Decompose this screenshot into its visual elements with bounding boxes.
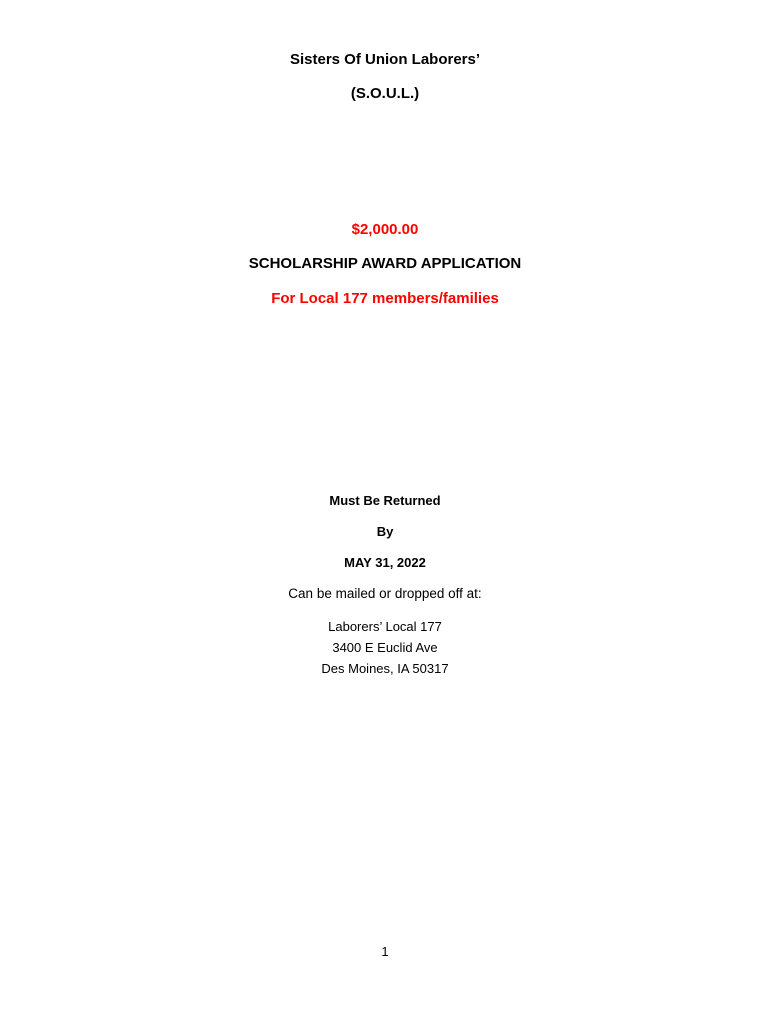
deadline-date: MAY 31, 2022 (344, 555, 426, 570)
award-amount: $2,000.00 (351, 221, 419, 238)
return-by-label: By (376, 524, 394, 539)
eligibility-note: For Local 177 members/families (271, 290, 499, 307)
address-line-organization: Laborers’ Local 177 (328, 619, 442, 634)
organization-abbreviation: (S.O.U.L.) (350, 85, 420, 102)
application-title: SCHOLARSHIP AWARD APPLICATION (248, 255, 522, 272)
address-line-city: Des Moines, IA 50317 (321, 661, 449, 676)
organization-name: Sisters Of Union Laborers’ (289, 51, 481, 68)
address-line-street: 3400 E Euclid Ave (332, 640, 438, 655)
page-number: 1 (381, 944, 389, 959)
mailing-address (0, 616, 770, 679)
delivery-note: Can be mailed or dropped off at: (288, 586, 482, 601)
return-heading: Must Be Returned (329, 493, 441, 508)
